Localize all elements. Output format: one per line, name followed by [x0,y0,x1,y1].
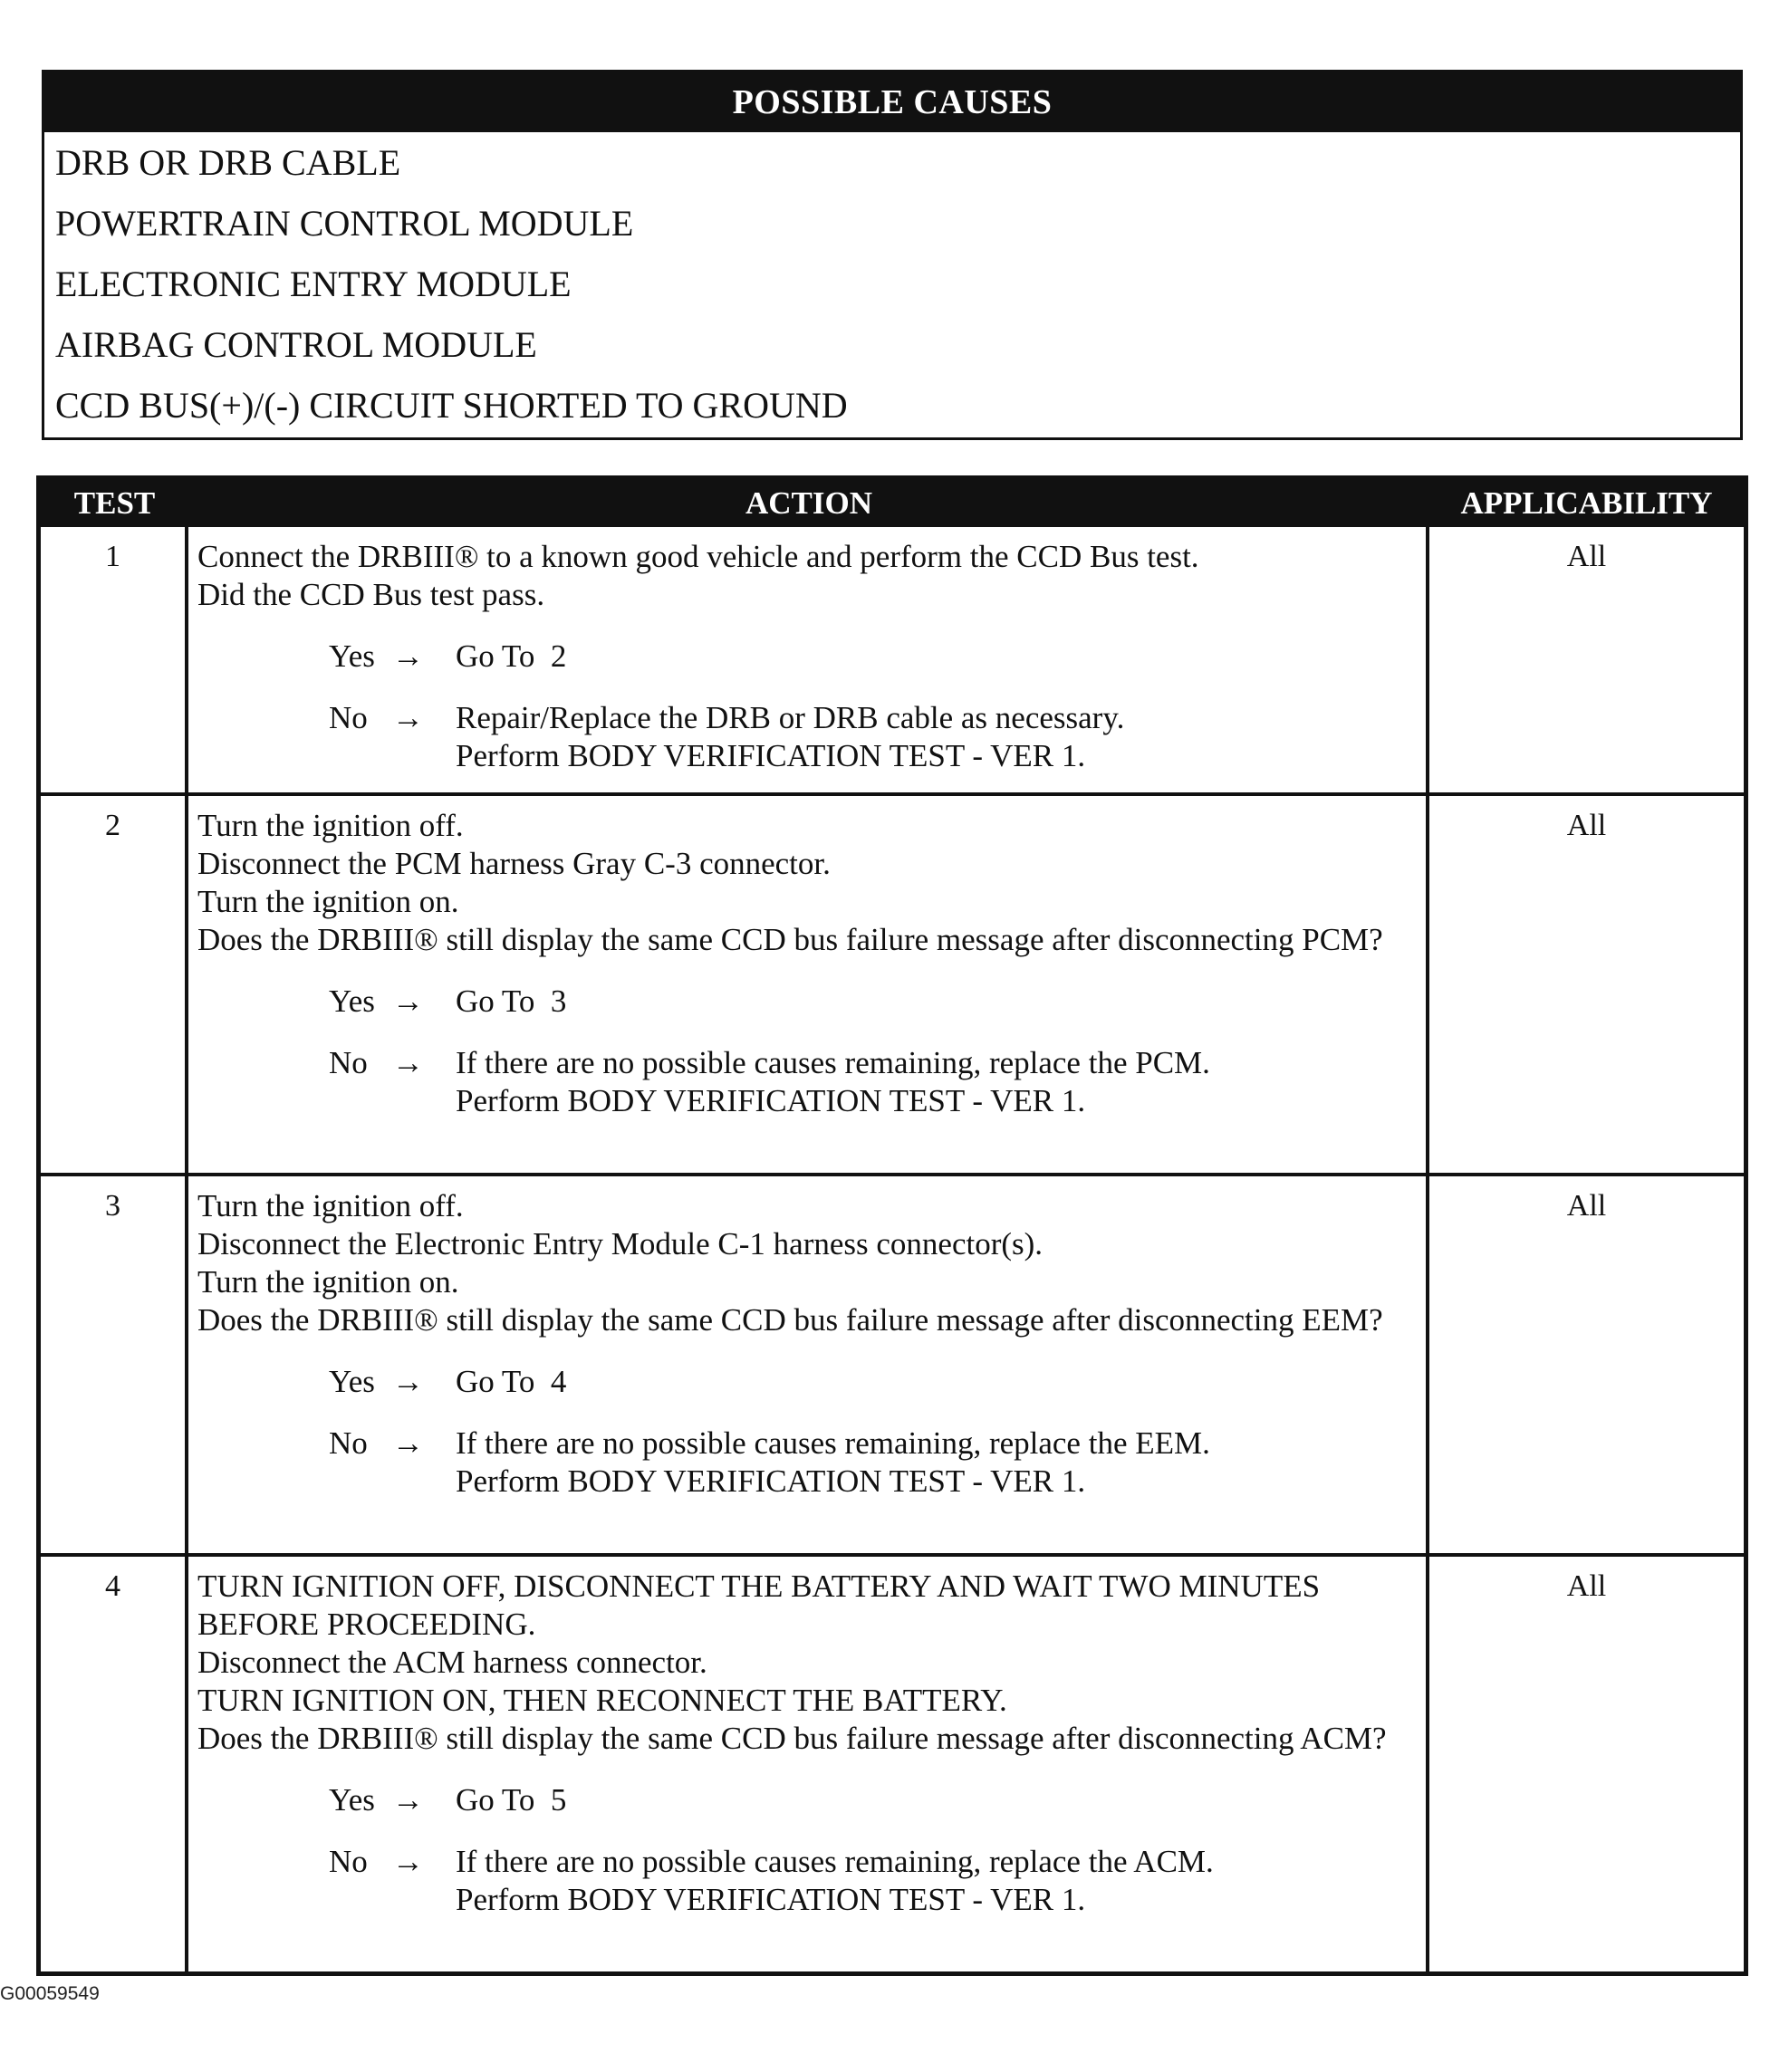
applicability-cell: All [1566,1189,1607,1223]
no-result [456,1843,1419,1919]
applicability-cell: All [1566,1569,1607,1603]
action-step: Disconnect the ACM harness connector. [197,1645,707,1680]
yes-branch [329,638,1419,676]
yes-result: Go To 5 [456,1782,567,1818]
yes-result: Go To 3 [456,983,567,1019]
possible-causes-box [42,70,1743,440]
yes-label: Yes [329,638,375,674]
action-cell [188,796,1429,1173]
action-step: Turn the ignition on. [197,1264,459,1300]
cause-item: ELECTRONIC ENTRY MODULE [55,264,572,304]
applicability-cell: All [1566,540,1607,573]
header-action: ACTION [745,485,873,521]
no-result-line: If there are no possible causes remaining, replace the PCM. [456,1045,1210,1080]
cause-item: POWERTRAIN CONTROL MODULE [55,203,634,244]
action-step: Does the DRBIII® still display the same CCD bus failure message after disconnecting PCM? [197,922,1383,957]
table-row [41,792,1744,1173]
action-step: TURN IGNITION ON, THEN RECONNECT THE BATTERY. [197,1683,1007,1718]
action-step: Does the DRBIII® still display the same CCD bus failure message after disconnecting EEM? [197,1302,1383,1338]
yes-label: Yes [329,1782,375,1818]
header-applicability: APPLICABILITY [1460,485,1713,521]
table-row [41,1553,1744,1971]
no-label: No [329,1844,368,1879]
no-result-line: Perform BODY VERIFICATION TEST - VER 1. [456,738,1086,773]
arrow-icon: → [392,1045,424,1080]
test-number: 2 [41,796,188,1173]
cause-item: AIRBAG CONTROL MODULE [55,324,537,365]
action-cell [188,1176,1429,1553]
arrow-icon: → [392,700,424,735]
action-step: Disconnect the Electronic Entry Module C-1 harness connector(s). [197,1226,1044,1261]
no-result [456,699,1419,775]
action-step: TURN IGNITION OFF, DISCONNECT THE BATTERY AND WAIT TWO MINUTES BEFORE PROCEEDING. [197,1568,1321,1642]
figure-code: G00059549 [0,1983,100,2004]
no-result [456,1424,1419,1501]
no-label: No [329,700,368,735]
action-step: Turn the ignition on. [197,884,459,919]
yes-label: Yes [329,983,375,1019]
no-result-line: Repair/Replace the DRB or DRB cable as necessary. [456,700,1125,735]
test-number: 4 [41,1557,188,1971]
action-step: Does the DRBIII® still display the same CCD bus failure message after disconnecting ACM? [197,1721,1387,1756]
no-result-line: If there are no possible causes remaining, replace the EEM. [456,1425,1210,1461]
header-test: TEST [73,485,156,521]
arrow-icon: → [392,1844,424,1879]
no-result-line: If there are no possible causes remaining, replace the ACM. [456,1844,1214,1879]
action-step: Connect the DRBIII® to a known good vehicle and perform the CCD Bus test. [197,539,1199,574]
action-step: Disconnect the PCM harness Gray C-3 connector. [197,846,831,881]
no-branch [329,1044,1419,1120]
table-row [41,1173,1744,1553]
cause-item: CCD BUS(+)/(-) CIRCUIT SHORTED TO GROUND [55,385,848,426]
arrow-icon: → [392,638,424,674]
action-step: Turn the ignition off. [197,1188,464,1223]
test-table-header [41,480,1744,527]
no-result-line: Perform BODY VERIFICATION TEST - VER 1. [456,1882,1086,1917]
no-label: No [329,1045,368,1080]
arrow-icon: → [392,1782,424,1818]
action-cell [188,1557,1429,1971]
arrow-icon: → [392,983,424,1019]
no-result-line: Perform BODY VERIFICATION TEST - VER 1. [456,1083,1086,1118]
test-number: 1 [41,527,188,792]
action-step: Did the CCD Bus test pass. [197,577,545,612]
possible-causes-header: POSSIBLE CAUSES [44,72,1740,132]
yes-result: Go To 2 [456,638,567,674]
arrow-icon: → [392,1364,424,1399]
no-branch [329,699,1419,775]
applicability-cell: All [1566,809,1607,842]
yes-branch [329,1363,1419,1401]
cause-item: DRB OR DRB CABLE [55,142,401,183]
action-cell [188,527,1429,792]
table-row [41,527,1744,792]
test-number: 3 [41,1176,188,1553]
action-step: Turn the ignition off. [197,808,464,843]
no-branch [329,1424,1419,1501]
possible-causes-list [44,132,1740,437]
test-table [36,475,1748,1976]
yes-branch [329,983,1419,1021]
no-label: No [329,1425,368,1461]
yes-label: Yes [329,1364,375,1399]
no-branch [329,1843,1419,1919]
yes-result: Go To 4 [456,1364,567,1399]
no-result [456,1044,1419,1120]
arrow-icon: → [392,1425,424,1461]
yes-branch [329,1781,1419,1819]
no-result-line: Perform BODY VERIFICATION TEST - VER 1. [456,1463,1086,1499]
